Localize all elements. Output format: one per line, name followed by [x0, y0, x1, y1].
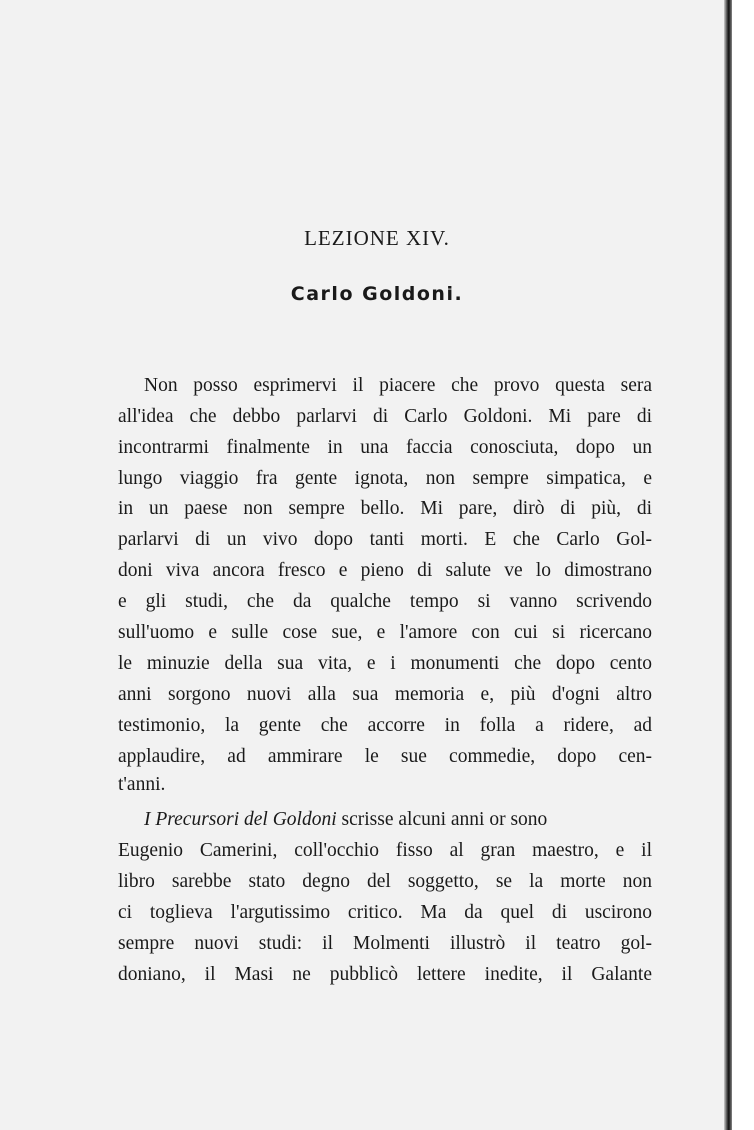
book-title-italic: I Precursori del Goldoni [144, 809, 337, 830]
text-line: lungo viaggio fra gente ignota, non sempre simpatica, e [118, 468, 652, 489]
text-line: applaudire, ad ammirare le sue commedie, dopo cen- [118, 746, 652, 767]
text-line: incontrarmi finalmente in una faccia conosciuta, dopo un [118, 437, 652, 458]
page-edge-margin [732, 0, 754, 1130]
text-line: doni viva ancora fresco e pieno di salute ve lo dimostrano [118, 560, 652, 581]
text-line: all'idea che debbo parlarvi di Carlo Goldoni. Mi pare di [118, 406, 652, 427]
text-line: parlarvi di un vivo dopo tanti morti. E che Carlo Gol- [118, 529, 652, 550]
text-line: libro sarebbe stato degno del soggetto, se la morte non [118, 871, 652, 892]
chapter-heading: LEZIONE XIV. [304, 226, 450, 250]
text-line: doniano, il Masi ne pubblicò lettere inedite, il Galante [118, 964, 652, 985]
text-line: t'anni. [118, 774, 166, 795]
text-line: sull'uomo e sulle cose sue, e l'amore con cui si ricercano [118, 622, 652, 643]
text-line: Non posso esprimervi il piacere che provo questa sera [144, 375, 652, 396]
text-line: in un paese non sempre bello. Mi pare, dirò di più, di [118, 498, 652, 519]
text-line: testimonio, la gente che accorre in folla a ridere, ad [118, 715, 652, 736]
text-line: e gli studi, che da qualche tempo si vanno scrivendo [118, 591, 652, 612]
text-line: anni sorgono nuovi alla sua memoria e, più d'ogni altro [118, 684, 652, 705]
chapter-title: Carlo Goldoni. [290, 283, 464, 305]
page-edge-shadow [724, 0, 732, 1130]
text-line: le minuzie della sua vita, e i monumenti che dopo cento [118, 653, 652, 674]
text-line: ci toglieva l'argutissimo critico. Ma da quel di uscirono [118, 902, 652, 923]
text-fragment: scrisse alcuni anni or sono [336, 809, 548, 830]
text-line [144, 806, 652, 834]
text-line: Eugenio Camerini, coll'occhio fisso al gran maestro, e il [118, 840, 652, 861]
text-line: sempre nuovi studi: il Molmenti illustrò il teatro gol- [118, 933, 652, 954]
